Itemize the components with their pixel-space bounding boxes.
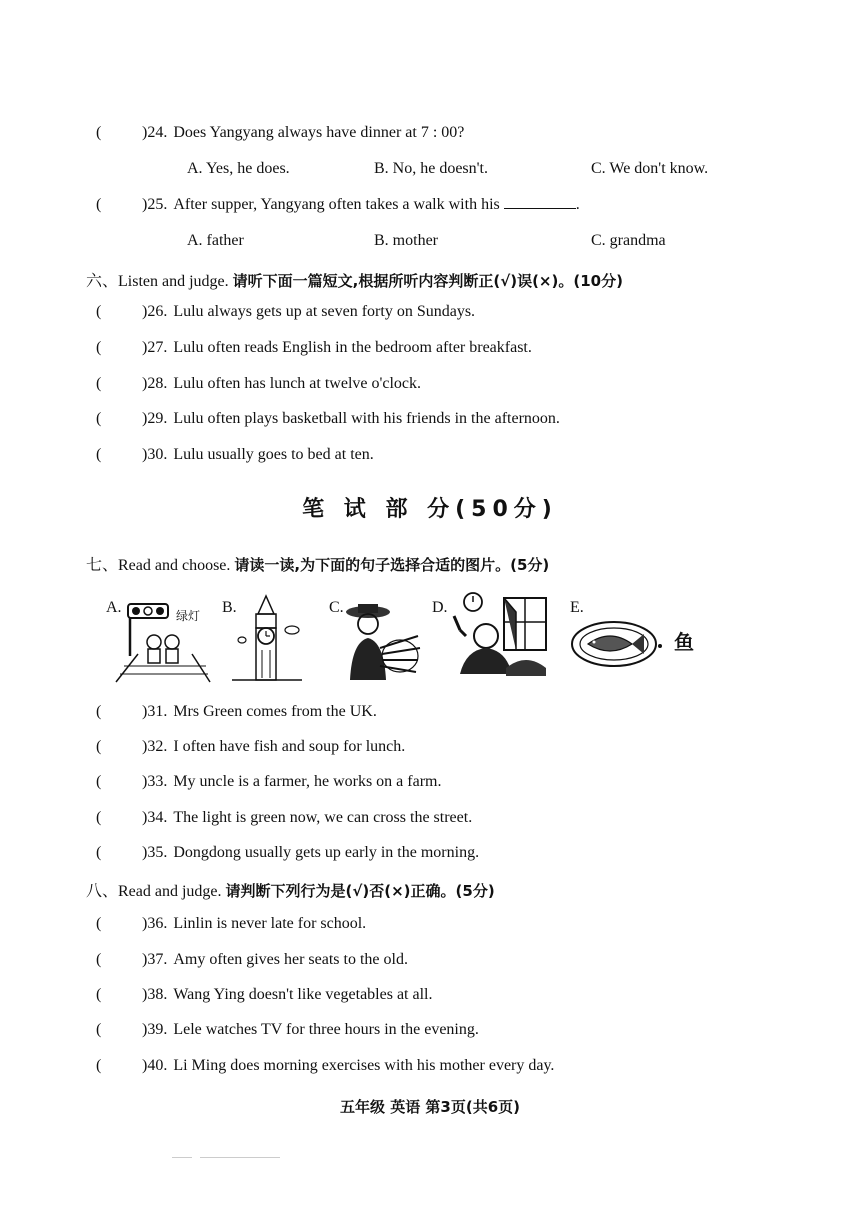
question-stem: Li Ming does morning exercises with his mother every day. xyxy=(173,1057,555,1074)
question-stem: Mrs Green comes from the UK. xyxy=(173,703,377,720)
page-footer: 五年级 英语 第3页(共6页) xyxy=(339,1098,521,1116)
question-number: )27. xyxy=(142,339,168,356)
question-number: )31. xyxy=(142,703,168,720)
question-number: )32. xyxy=(142,738,168,755)
question-stem: I often have fish and soup for lunch. xyxy=(173,738,406,755)
big-ben-picture xyxy=(232,594,304,684)
question-32 xyxy=(96,738,405,756)
answer-paren[interactable]: ( xyxy=(96,124,102,141)
question-stem: Lulu always gets up at seven forty on Sundays. xyxy=(173,303,476,320)
question-stem: Lulu usually goes to bed at ten. xyxy=(173,446,374,463)
question-stem: Linlin is never late for school. xyxy=(173,915,367,932)
question-29 xyxy=(96,410,560,428)
fill-blank[interactable] xyxy=(504,196,576,209)
answer-paren[interactable]: ( xyxy=(96,1057,102,1074)
picture-label-b: B. xyxy=(222,599,237,616)
question-37 xyxy=(96,951,408,969)
question-stem-end: . xyxy=(575,196,580,213)
part-title: 笔 试 部 分(50分) xyxy=(302,497,558,522)
option-c: C. We don't know. xyxy=(591,160,709,177)
section-prefix: 八、Read and judge. xyxy=(86,883,222,900)
question-40 xyxy=(96,1057,554,1075)
question-number: )24. xyxy=(142,124,168,141)
green-light-caption: 绿灯 xyxy=(176,609,201,623)
section-6-heading xyxy=(86,268,623,291)
question-number: )37. xyxy=(142,951,168,968)
question-number: )26. xyxy=(142,303,168,320)
section-instruction: 请听下面一篇短文,根据所听内容判断正(√)误(×)。(10分) xyxy=(232,272,623,290)
divider xyxy=(200,1157,280,1158)
question-33 xyxy=(96,773,441,791)
question-39 xyxy=(96,1021,479,1039)
question-35 xyxy=(96,844,479,862)
picture-label-a: A. xyxy=(106,599,122,616)
answer-paren[interactable]: ( xyxy=(96,986,102,1003)
question-stem: Lulu often has lunch at twelve o'clock. xyxy=(173,375,422,392)
question-stem: Dongdong usually gets up early in the morning. xyxy=(173,844,480,861)
answer-paren[interactable]: ( xyxy=(96,915,102,932)
question-number: )34. xyxy=(142,809,168,826)
question-number: )35. xyxy=(142,844,168,861)
question-28 xyxy=(96,375,421,393)
question-stem: After supper, Yangyang often takes a walk with his xyxy=(173,196,500,213)
answer-paren[interactable]: ( xyxy=(96,844,102,861)
question-31 xyxy=(96,703,377,721)
answer-paren[interactable]: ( xyxy=(96,339,102,356)
picture-label-c: C. xyxy=(329,599,344,616)
question-stem: Does Yangyang always have dinner at 7 : 00? xyxy=(173,124,465,141)
option-b: B. No, he doesn't. xyxy=(374,160,488,177)
farmer-picture xyxy=(340,600,422,686)
question-stem: Lulu often plays basketball with his friends in the afternoon. xyxy=(173,410,560,427)
answer-paren[interactable]: ( xyxy=(96,1021,102,1038)
answer-paren[interactable]: ( xyxy=(96,196,102,213)
answer-paren[interactable]: ( xyxy=(96,703,102,720)
question-36 xyxy=(96,915,366,933)
answer-paren[interactable]: ( xyxy=(96,303,102,320)
answer-paren[interactable]: ( xyxy=(96,773,102,790)
section-instruction: 请判断下列行为是(√)否(×)正确。(5分) xyxy=(225,882,495,900)
question-stem: Lele watches TV for three hours in the evening. xyxy=(173,1021,479,1038)
question-number: )30. xyxy=(142,446,168,463)
picture-label-e: E. xyxy=(570,599,584,616)
divider xyxy=(172,1157,192,1158)
question-34 xyxy=(96,809,472,827)
section-prefix: 六、Listen and judge. xyxy=(86,273,229,290)
answer-paren[interactable]: ( xyxy=(96,738,102,755)
picture-label-d: D. xyxy=(432,599,448,616)
answer-paren[interactable]: ( xyxy=(96,446,102,463)
question-stem: Lulu often reads English in the bedroom after breakfast. xyxy=(173,339,532,356)
section-7-heading xyxy=(86,552,549,575)
option-b: B. mother xyxy=(374,232,438,249)
answer-paren[interactable]: ( xyxy=(96,410,102,427)
question-stem: My uncle is a farmer, he works on a farm. xyxy=(173,773,442,790)
question-number: )33. xyxy=(142,773,168,790)
question-30 xyxy=(96,446,374,464)
question-stem: Amy often gives her seats to the old. xyxy=(173,951,408,968)
answer-paren[interactable]: ( xyxy=(96,375,102,392)
option-c: C. grandma xyxy=(591,232,666,249)
question-number: )38. xyxy=(142,986,168,1003)
question-27 xyxy=(96,339,532,357)
question-number: )29. xyxy=(142,410,168,427)
fish-caption: 鱼 xyxy=(674,630,694,654)
option-a: A. Yes, he does. xyxy=(187,160,290,177)
question-stem: Wang Ying doesn't like vegetables at all. xyxy=(173,986,433,1003)
question-number: )28. xyxy=(142,375,168,392)
question-24 xyxy=(96,124,464,142)
question-number: )39. xyxy=(142,1021,168,1038)
section-prefix: 七、Read and choose. xyxy=(86,557,231,574)
wake-up-picture xyxy=(446,592,550,676)
question-number: )36. xyxy=(142,915,168,932)
question-25 xyxy=(96,196,580,214)
question-38 xyxy=(96,986,432,1004)
answer-paren[interactable]: ( xyxy=(96,809,102,826)
answer-paren[interactable]: ( xyxy=(96,951,102,968)
option-a: A. father xyxy=(187,232,244,249)
section-instruction: 请读一读,为下面的句子选择合适的图片。(5分) xyxy=(234,556,550,574)
question-stem: The light is green now, we can cross the street. xyxy=(173,809,473,826)
question-number: )40. xyxy=(142,1057,168,1074)
question-26 xyxy=(96,303,475,321)
question-number: )25. xyxy=(142,196,168,213)
section-8-heading xyxy=(86,878,495,901)
